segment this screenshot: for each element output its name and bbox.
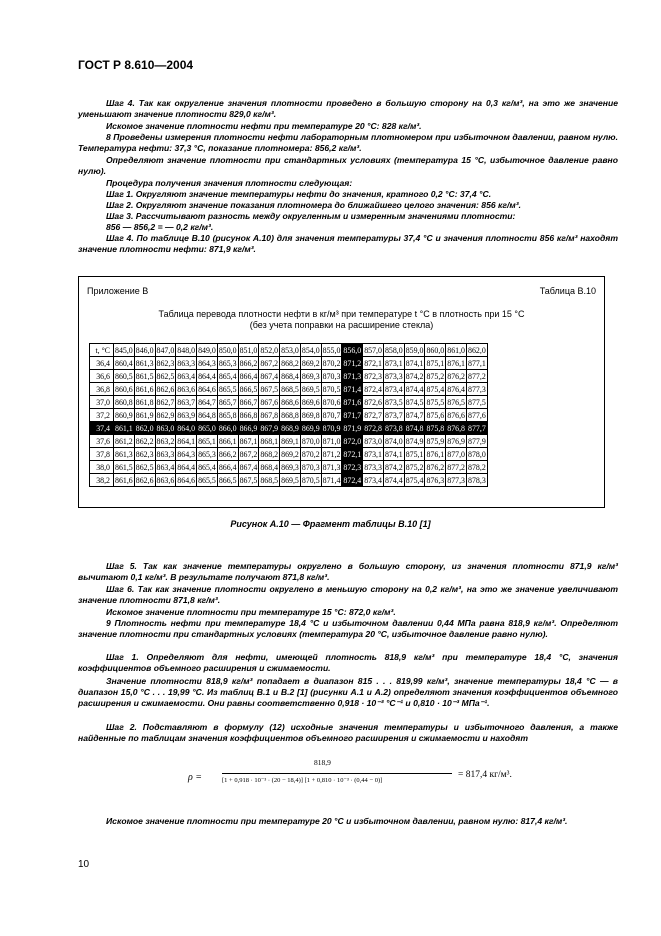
density-cell: 867,5: [260, 384, 279, 394]
density-header-cell: 855,0: [322, 345, 341, 355]
density-cell: 876,2: [447, 371, 466, 381]
density-cell: 870,9: [322, 423, 341, 433]
density-cell: 875,1: [426, 358, 445, 368]
density-cell: 872,1: [343, 449, 362, 459]
density-cell: 876,1: [447, 358, 466, 368]
appendix-label: Приложение В: [87, 286, 149, 296]
density-header-cell: 858,0: [384, 345, 403, 355]
density-cell: 869,5: [281, 475, 299, 485]
page-number: 10: [78, 859, 90, 870]
density-cell: 873,1: [384, 358, 403, 368]
temperature-cell: 36,8: [90, 383, 114, 396]
density-cell: 864,6: [198, 384, 216, 394]
density-cell: 867,1: [239, 436, 258, 446]
table-row: [90, 357, 488, 370]
density-cell: 871,0: [322, 436, 341, 446]
paragraph-step2: Шаг 2. Округляют значение показания плотномера до ближайшего целого значения: 856 кг/м³.: [106, 200, 521, 210]
density-cell: 873,5: [384, 397, 403, 407]
density-cell: 877,2: [447, 462, 466, 472]
density-cell: 877,2: [468, 371, 486, 381]
density-cell: 868,2: [281, 358, 299, 368]
temperature-header-cell: t, °С: [90, 344, 114, 357]
density-cell: 862,9: [156, 410, 175, 420]
density-cell: 867,4: [239, 462, 258, 472]
density-cell: 871,4: [322, 475, 341, 485]
density-cell: 872,7: [364, 410, 382, 420]
document-header: ГОСТ Р 8.610—2004: [78, 58, 194, 72]
density-cell: 869,2: [301, 358, 320, 368]
density-cell: 874,0: [384, 436, 403, 446]
table-title-line1: Таблица перевода плотности нефти в кг/м³ при температуре t °С в плотность при 15 °С: [158, 309, 525, 319]
paragraph-step4-table: Шаг 4. По таблице В.10 (рисунок А.10) для значения температуры 37,4 °С и значения плотности 856 кг/м³ находят значение плотности нефти: 871,9 кг/м³.: [78, 233, 618, 254]
density-cell: 860,5: [115, 371, 133, 381]
density-cell: 870,3: [301, 462, 320, 472]
density-cell: 873,1: [364, 449, 382, 459]
density-cell: 873,4: [384, 384, 403, 394]
figure-caption: Рисунок А.10 — Фрагмент таблицы В.10 [1]: [230, 519, 431, 529]
density-formula: [170, 754, 570, 798]
temperature-cell: 37,6: [90, 435, 114, 448]
density-cell: 861,5: [135, 371, 154, 381]
density-cell: 873,3: [384, 371, 403, 381]
density-cell: 872,3: [343, 462, 362, 472]
density-cell: 860,9: [115, 410, 133, 420]
density-header-cell: 850,0: [218, 345, 237, 355]
table-row: [90, 370, 488, 383]
density-cell: 875,8: [426, 423, 445, 433]
formula-symbol: ρ =: [188, 772, 203, 783]
density-cell: 869,6: [301, 397, 320, 407]
density-cell: 866,1: [218, 436, 237, 446]
paragraph-step4: Шаг 4. Так как округление значения плотности проведено в большую сторону на 0,3 кг/м³, на это же значение уменьшают значение плотности 829,0 кг/м³.: [78, 98, 618, 119]
density-cell: 861,3: [135, 358, 154, 368]
table-row: [90, 448, 488, 461]
table-row: [90, 435, 488, 448]
density-cell: 871,9: [343, 423, 362, 433]
density-cell: 877,7: [468, 423, 486, 433]
density-cell: 865,5: [218, 384, 237, 394]
paragraph-result-872: Искомое значение плотности при температуре 15 °С: 872,0 кг/м³.: [106, 607, 396, 617]
density-cell: 874,9: [405, 436, 424, 446]
density-cell: 864,3: [177, 449, 196, 459]
table-row: [90, 474, 488, 487]
density-cell: 865,1: [198, 436, 216, 446]
density-cell: 862,6: [135, 475, 154, 485]
density-cell: 864,8: [198, 410, 216, 420]
paragraph-range: Значение плотности 818,9 кг/м³ попадает в диапазон 815 . . . 819,99 кг/м³, значение температуры 18,4 °С — в диапазон 15,0 °С . . . 19,99 °С. Из таблиц В.1 и В.2 [1] (рисунки А.1 и А.2) определяют значения коэффициентов объемного расширения и сжимаемости. Они равны соответственно 0,918 · 10⁻³ °С⁻¹ и 0,810 · 10⁻³ МПа⁻¹.: [78, 676, 618, 708]
density-cell: 865,8: [218, 410, 237, 420]
density-cell: 861,1: [115, 423, 133, 433]
density-cell: 862,3: [135, 449, 154, 459]
paragraph-procedure: Процедура получения значения плотности следующая:: [106, 178, 353, 188]
density-cell: 862,2: [135, 436, 154, 446]
density-cell: 870,2: [322, 358, 341, 368]
density-cell: 868,4: [260, 462, 279, 472]
density-cell: 870,7: [322, 410, 341, 420]
density-cell: 868,5: [281, 384, 299, 394]
density-header-cell: 861,0: [447, 345, 466, 355]
density-header-cell: 856,0: [343, 345, 362, 355]
density-cell: 863,4: [177, 371, 196, 381]
density-cell: 869,2: [281, 449, 299, 459]
density-cell: 868,8: [281, 410, 299, 420]
density-cell: 866,2: [239, 358, 258, 368]
density-cell: 861,3: [115, 449, 133, 459]
density-cell: 876,5: [447, 397, 466, 407]
temperature-cell: 37,2: [90, 409, 114, 422]
density-cell: 863,2: [156, 436, 175, 446]
density-cell: 863,3: [177, 358, 196, 368]
temperature-cell: 38,2: [90, 474, 114, 487]
density-cell: 875,1: [405, 449, 424, 459]
density-cell: 863,3: [156, 449, 175, 459]
density-cell: 874,1: [405, 358, 424, 368]
density-cell: 861,6: [135, 384, 154, 394]
table-header-row: [90, 344, 488, 357]
density-header-cell: 851,0: [239, 345, 258, 355]
density-cell: 869,3: [301, 371, 320, 381]
density-cell: 872,6: [364, 397, 382, 407]
density-cell: 875,4: [405, 475, 424, 485]
paragraph-result-828: Искомое значение плотности нефти при температуре 20 °С: 828 кг/м³.: [106, 121, 422, 131]
table-title: [79, 309, 604, 331]
density-cell: 875,5: [426, 397, 445, 407]
density-header-cell: 853,0: [281, 345, 299, 355]
density-cell: 875,2: [405, 462, 424, 472]
density-header-cell: 862,0: [468, 345, 486, 355]
formula-numerator: 818,9: [314, 758, 331, 767]
density-header-cell: 848,0: [177, 345, 196, 355]
density-cell: 876,8: [447, 423, 466, 433]
paragraph-step3: Шаг 3. Рассчитывают разность между округленным и измеренным значениями плотности:: [106, 211, 516, 221]
density-cell: 865,4: [218, 371, 237, 381]
density-cell: 865,7: [218, 397, 237, 407]
density-cell: 863,0: [156, 423, 175, 433]
density-header-cell: 845,0: [115, 345, 133, 355]
density-cell: 874,8: [405, 423, 424, 433]
density-cell: 864,6: [177, 475, 196, 485]
density-cell: 876,3: [426, 475, 445, 485]
density-cell: 863,9: [177, 410, 196, 420]
paragraph-step1: Шаг 1. Округляют значение температуры нефти до значения, кратного 0,2 °С: 37,4 °С.: [106, 189, 492, 199]
density-cell: 875,6: [426, 410, 445, 420]
density-cell: 870,0: [301, 436, 320, 446]
density-cell: 870,5: [322, 384, 341, 394]
density-cell: 874,4: [384, 475, 403, 485]
density-cell: 862,5: [135, 462, 154, 472]
density-cell: 866,4: [239, 371, 258, 381]
density-cell: 868,1: [260, 436, 279, 446]
density-cell: 869,5: [301, 384, 320, 394]
density-cell: 873,8: [384, 423, 403, 433]
density-cell: 871,3: [322, 462, 341, 472]
density-cell: 874,5: [405, 397, 424, 407]
density-cell: 860,4: [115, 358, 133, 368]
density-cell: 877,1: [468, 358, 486, 368]
density-cell: 872,0: [343, 436, 362, 446]
density-cell: 865,0: [198, 423, 216, 433]
density-cell: 872,8: [364, 423, 382, 433]
table-row: [90, 383, 488, 396]
density-cell: 869,3: [281, 462, 299, 472]
density-cell: 876,2: [426, 462, 445, 472]
density-cell: 864,1: [177, 436, 196, 446]
density-cell: 861,8: [135, 397, 154, 407]
density-cell: 872,4: [364, 384, 382, 394]
density-cell: 877,9: [468, 436, 486, 446]
density-cell: 867,2: [260, 358, 279, 368]
density-cell: 873,7: [384, 410, 403, 420]
density-cell: 865,3: [198, 449, 216, 459]
density-cell: 864,0: [177, 423, 196, 433]
density-cell: 877,3: [468, 384, 486, 394]
density-cell: 864,7: [198, 397, 216, 407]
density-cell: 870,6: [322, 397, 341, 407]
density-header-cell: 860,0: [426, 345, 445, 355]
paragraph-step6: Шаг 6. Так как значение плотности округлено в меньшую сторону на 0,2 кг/м³, на это же значение увеличивают значение плотности 871,8 кг/м³.: [78, 584, 618, 605]
density-cell: 867,4: [260, 371, 279, 381]
density-header-cell: 846,0: [135, 345, 154, 355]
density-cell: 870,2: [301, 449, 320, 459]
density-cell: 877,3: [447, 475, 466, 485]
appendix-figure: [78, 276, 605, 508]
density-cell: 870,3: [322, 371, 341, 381]
density-cell: 874,7: [405, 410, 424, 420]
density-cell: 865,4: [198, 462, 216, 472]
density-cell: 871,2: [322, 449, 341, 459]
density-cell: 863,6: [156, 475, 175, 485]
density-cell: 860,8: [115, 397, 133, 407]
density-cell: 868,2: [260, 449, 279, 459]
density-header-cell: 857,0: [364, 345, 382, 355]
density-header-cell: 854,0: [301, 345, 320, 355]
density-cell: 875,2: [426, 371, 445, 381]
density-cell: 861,2: [115, 436, 133, 446]
paragraph-final-result: Искомое значение плотности при температуре 20 °С и избыточном давлении, равном нулю: 817,4 кг/м³.: [106, 816, 568, 826]
density-cell: 864,4: [198, 371, 216, 381]
density-cell: 866,5: [218, 475, 237, 485]
density-cell: 862,0: [135, 423, 154, 433]
density-cell: 871,3: [343, 371, 362, 381]
density-cell: 871,4: [343, 384, 362, 394]
density-cell: 862,6: [156, 384, 175, 394]
density-cell: 862,5: [156, 371, 175, 381]
density-cell: 872,4: [343, 475, 362, 485]
table-row: [90, 422, 488, 435]
density-cell: 876,6: [447, 410, 466, 420]
density-cell: 877,5: [468, 397, 486, 407]
density-cell: 868,9: [281, 423, 299, 433]
density-cell: 871,2: [343, 358, 362, 368]
density-cell: 875,9: [426, 436, 445, 446]
density-cell: 868,6: [281, 397, 299, 407]
density-cell: 867,8: [260, 410, 279, 420]
density-cell: 874,4: [405, 384, 424, 394]
density-cell: 861,6: [115, 475, 133, 485]
density-cell: 878,2: [468, 462, 486, 472]
density-cell: 869,8: [301, 410, 320, 420]
density-cell: 877,6: [468, 410, 486, 420]
density-cell: 864,3: [198, 358, 216, 368]
density-cell: 878,0: [468, 449, 486, 459]
formula-denominator: [1 + 0,918 · 10⁻³ · (20 − 18,4)] [1 + 0,810 · 10⁻³ · (0,44 − 0)]: [222, 777, 383, 784]
density-cell: 876,9: [447, 436, 466, 446]
density-cell: 875,4: [426, 384, 445, 394]
density-cell: 872,3: [364, 371, 382, 381]
density-cell: 866,7: [239, 397, 258, 407]
density-cell: 863,6: [177, 384, 196, 394]
paragraph-step2-formula: Шаг 2. Подставляют в формулу (12) исходные значения температуры и избыточного давления, а также найденные по таблицам значения коэффициентов объемного расширения и сжимаемости и находят: [78, 722, 618, 743]
table-row: [90, 396, 488, 409]
density-cell: 873,3: [364, 462, 382, 472]
density-cell: 861,5: [115, 462, 133, 472]
density-cell: 863,7: [177, 397, 196, 407]
density-cell: 863,4: [156, 462, 175, 472]
density-cell: 862,7: [156, 397, 175, 407]
paragraph-item-8: 8 Проведены измерения плотности нефти лабораторным плотномером при избыточном давлении, равном нулю. Температура нефти: 37,3 °С, показание плотномера: 856,2 кг/м³.: [78, 132, 618, 153]
density-cell: 865,5: [198, 475, 216, 485]
temperature-cell: 38,0: [90, 461, 114, 474]
density-cell: 871,6: [343, 397, 362, 407]
density-cell: 867,9: [260, 423, 279, 433]
density-cell: 864,4: [177, 462, 196, 472]
density-cell: 866,9: [239, 423, 258, 433]
density-cell: 869,9: [301, 423, 320, 433]
density-cell: 876,4: [447, 384, 466, 394]
paragraph-step1-coeff: Шаг 1. Определяют для нефти, имеющей плотность 818,9 кг/м³ при температуре 18,4 °С, значения коэффициентов объемного расширения и сжимаемости.: [78, 652, 618, 673]
density-cell: 876,1: [426, 449, 445, 459]
density-cell: 867,5: [239, 475, 258, 485]
density-cell: 869,1: [281, 436, 299, 446]
density-cell: 873,0: [364, 436, 382, 446]
density-cell: 868,5: [260, 475, 279, 485]
density-cell: 866,2: [218, 449, 237, 459]
density-cell: 866,5: [239, 384, 258, 394]
density-cell: 873,4: [364, 475, 382, 485]
density-cell: 861,9: [135, 410, 154, 420]
density-cell: 874,1: [384, 449, 403, 459]
density-cell: 868,4: [281, 371, 299, 381]
density-cell: 870,5: [301, 475, 320, 485]
density-cell: 866,8: [239, 410, 258, 420]
density-cell: 871,7: [343, 410, 362, 420]
density-cell: 867,6: [260, 397, 279, 407]
temperature-cell: 36,4: [90, 357, 114, 370]
density-cell: 865,3: [218, 358, 237, 368]
table-row: [90, 461, 488, 474]
density-cell: 878,3: [468, 475, 486, 485]
density-cell: 877,0: [447, 449, 466, 459]
density-cell: 874,2: [384, 462, 403, 472]
temperature-cell: 37,8: [90, 448, 114, 461]
temperature-cell: 36,6: [90, 370, 114, 383]
density-table: [89, 343, 488, 487]
temperature-cell: 37,0: [90, 396, 114, 409]
fraction-bar: [222, 773, 452, 774]
paragraph-item-9: 9 Плотность нефти при температуре 18,4 °С и избыточном давлении 0,44 МПа равна 818,9 кг/м³. Определяют значение плотности при стандартных условиях (температура 20 °С, избыточное давление равно нулю).: [78, 618, 618, 639]
density-cell: 872,1: [364, 358, 382, 368]
density-header-cell: 849,0: [198, 345, 216, 355]
table-label: Таблица В.10: [539, 286, 596, 296]
density-header-cell: 859,0: [405, 345, 424, 355]
density-cell: 867,2: [239, 449, 258, 459]
density-cell: 866,4: [218, 462, 237, 472]
density-cell: 866,0: [218, 423, 237, 433]
paragraph-determine: Определяют значение плотности при стандартных условиях (температура 15 °С, избыточное давление равно нулю).: [78, 155, 618, 176]
table-title-line2: (без учета поправки на расширение стекла): [249, 320, 434, 330]
table-row: [90, 409, 488, 422]
density-header-cell: 852,0: [260, 345, 279, 355]
paragraph-difference: 856 — 856,2 = — 0,2 кг/м³.: [106, 222, 214, 232]
paragraph-step5: Шаг 5. Так как значение температуры округлено в большую сторону, из значения плотности 871,9 кг/м³ вычитают 0,1 кг/м³. В результате получают 871,8 кг/м³.: [78, 561, 618, 582]
density-cell: 874,2: [405, 371, 424, 381]
density-cell: 860,6: [115, 384, 133, 394]
temperature-cell: 37,4: [90, 422, 114, 435]
density-cell: 862,3: [156, 358, 175, 368]
formula-result: = 817,4 кг/м³.: [458, 770, 512, 780]
density-header-cell: 847,0: [156, 345, 175, 355]
